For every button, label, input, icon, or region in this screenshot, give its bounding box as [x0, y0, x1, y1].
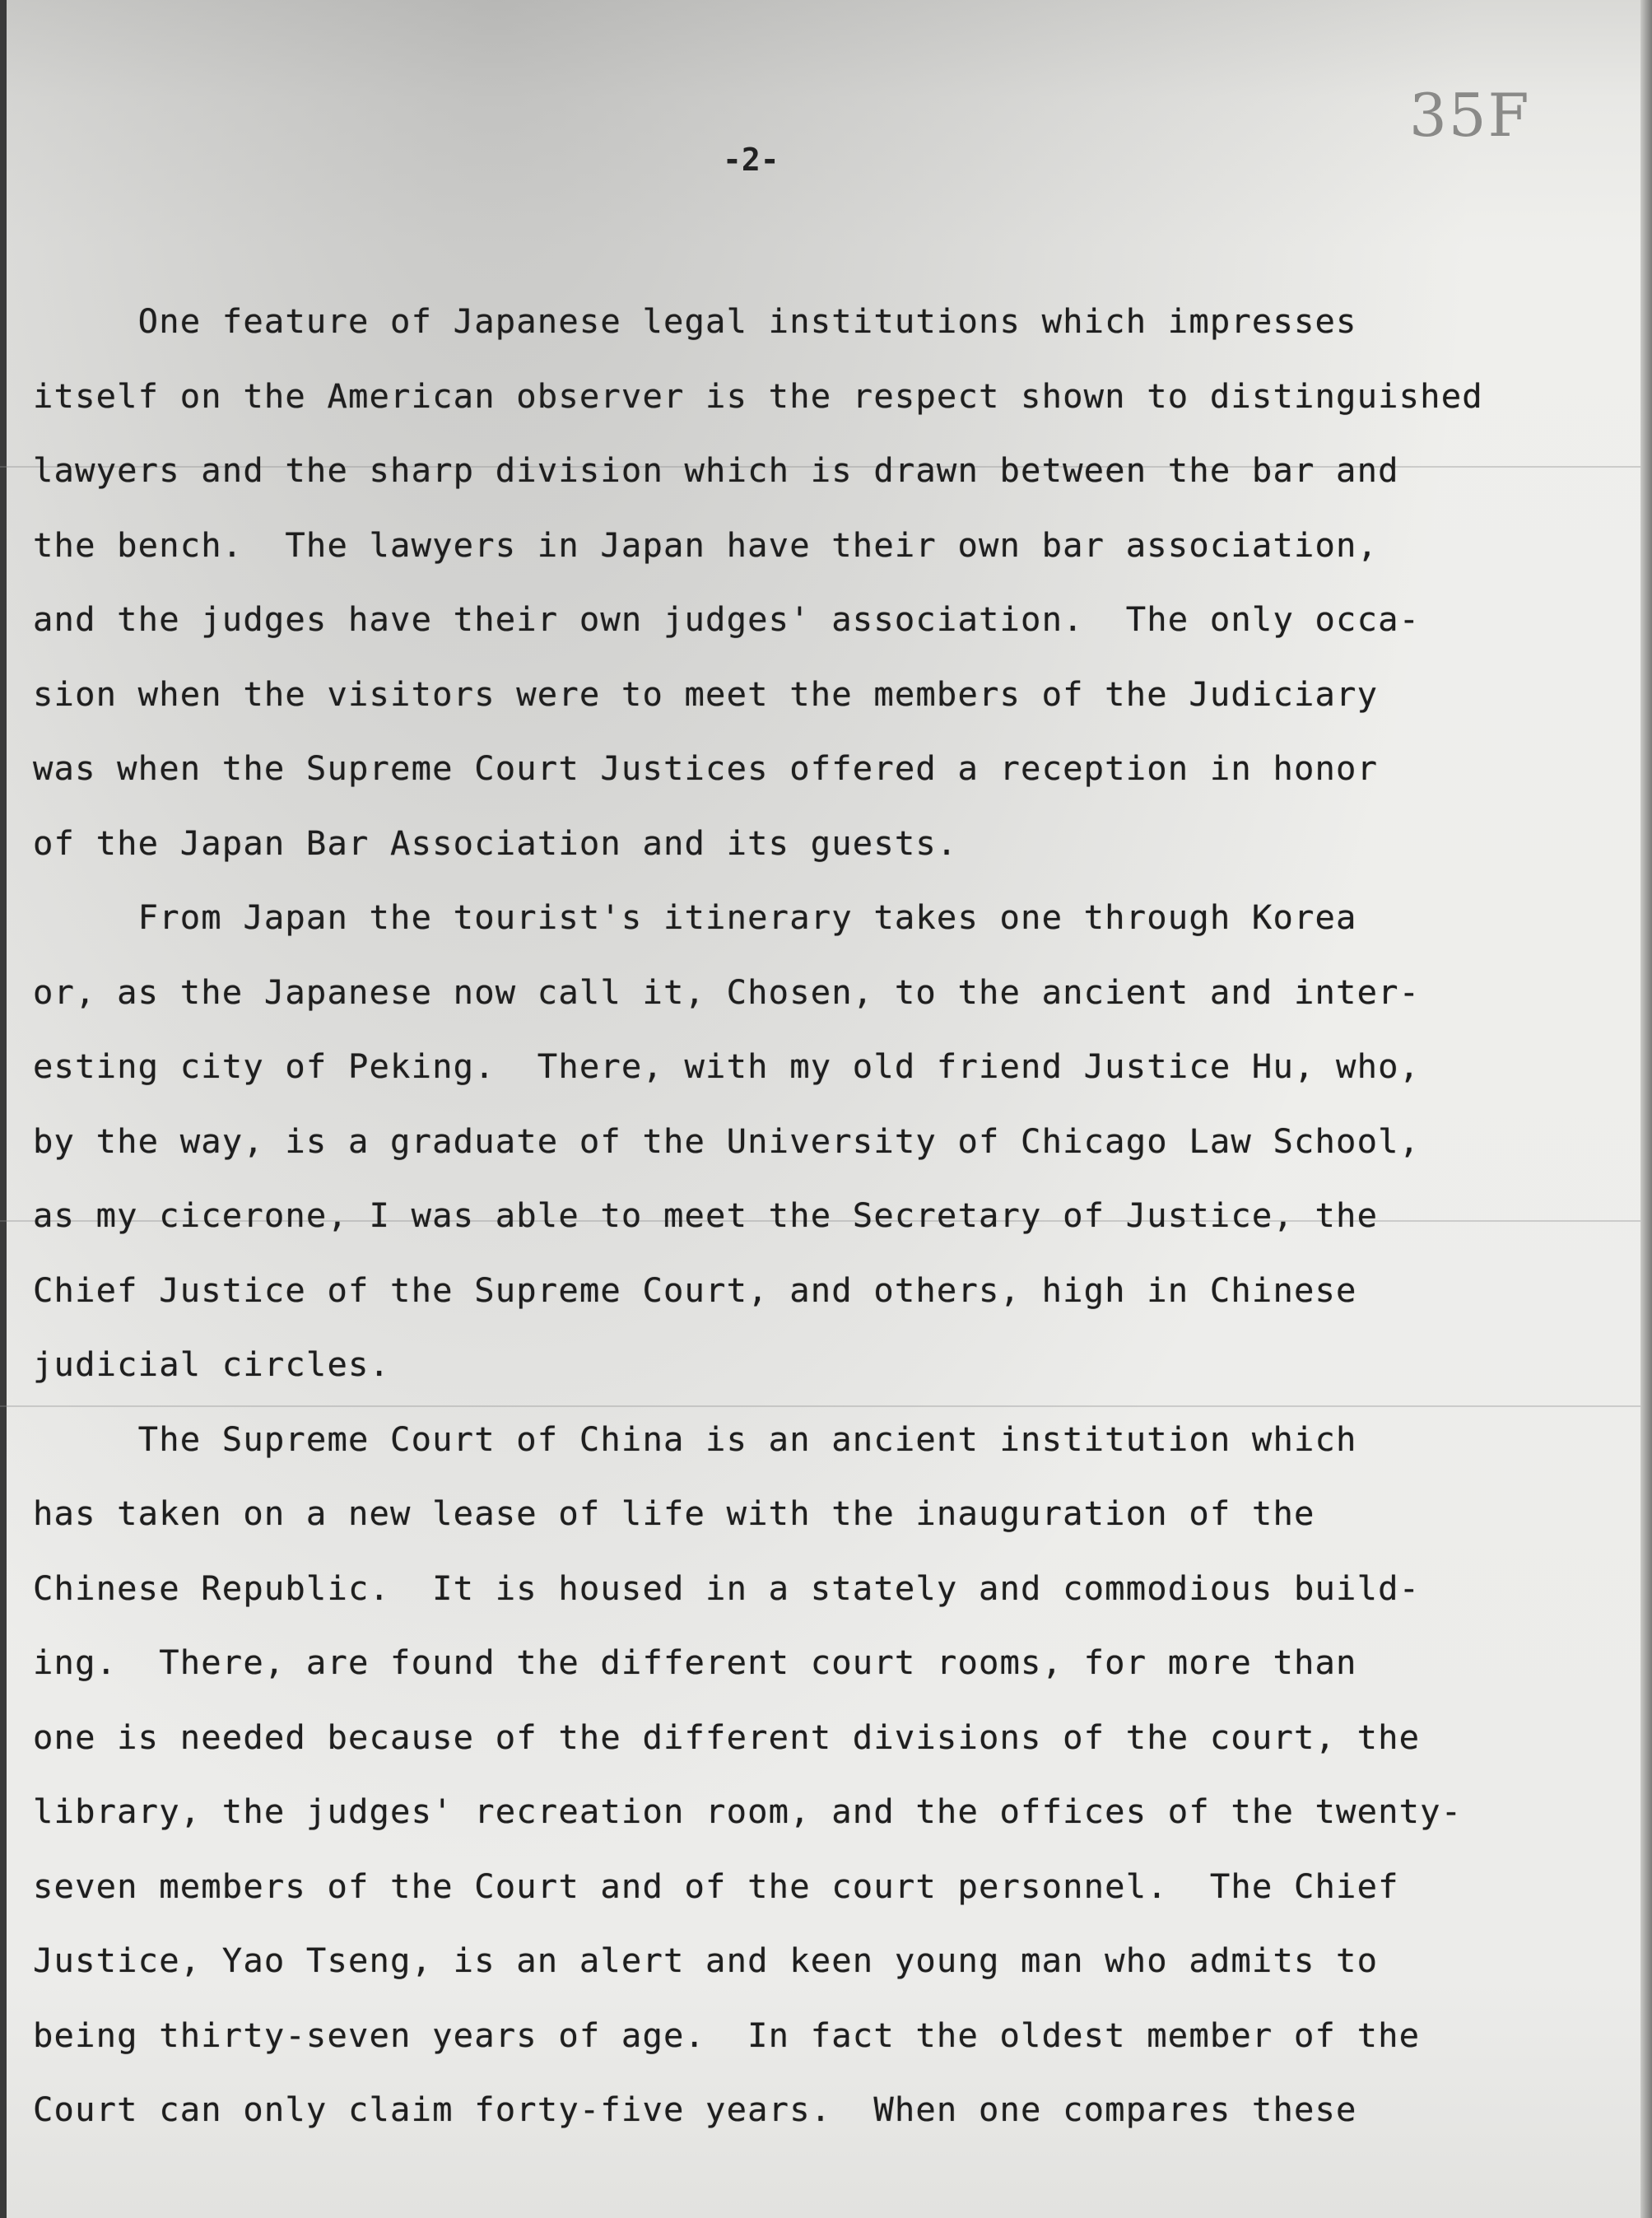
text-line: The Supreme Court of China is an ancient institution which	[33, 1419, 1357, 1459]
text-line: One feature of Japanese legal institutions which impresses	[33, 301, 1357, 341]
text-line: the bench. The lawyers in Japan have their own bar association,	[33, 524, 1379, 565]
text-line: Justice, Yao Tseng, is an alert and keen young man who admits to	[33, 1941, 1379, 1980]
text-line: ing. There, are found the different court rooms, for more than	[33, 1643, 1357, 1682]
text-line: being thirty-seven years of age. In fact the oldest member of the	[33, 2015, 1421, 2055]
text-line: lawyers and the sharp division which is drawn between the bar and	[33, 450, 1399, 490]
text-line: library, the judges' recreation room, and the offices of the twenty-	[33, 1792, 1463, 1831]
text-line: one is needed because of the different divisions of the court, the	[33, 1717, 1421, 1757]
text-line: Court can only claim forty-five years. When one compares these	[33, 2090, 1357, 2129]
text-line: judicial circles.	[33, 1344, 391, 1384]
archive-stamp: 35F	[1409, 81, 1531, 150]
text-line: esting city of Peking. There, with my old friend Justice Hu, who,	[33, 1046, 1421, 1086]
text-line: Chinese Republic. It is housed in a stately and commodious build-	[33, 1568, 1421, 1608]
text-line: itself on the American observer is the respect shown to distinguished	[33, 375, 1483, 416]
text-line: sion when the visitors were to meet the members of the Judiciary	[33, 673, 1379, 714]
text-line: or, as the Japanese now call it, Chosen, to the ancient and inter-	[33, 972, 1421, 1012]
text-line: of the Japan Bar Association and its guests.	[33, 822, 958, 863]
page-number: -2-	[723, 142, 779, 178]
text-line: From Japan the tourist's itinerary takes one through Korea	[33, 897, 1357, 937]
text-line: as my cicerone, I was able to meet the Secretary of Justice, the	[33, 1195, 1379, 1235]
text-line: seven members of the Court and of the court personnel. The Chief	[33, 1866, 1399, 1906]
text-line: has taken on a new lease of life with the inauguration of the	[33, 1493, 1315, 1533]
text-line: and the judges have their own judges' association. The only occa-	[33, 599, 1421, 639]
text-line: by the way, is a graduate of the University of Chicago Law School,	[33, 1121, 1421, 1161]
text-line: was when the Supreme Court Justices offered a reception in honor	[33, 748, 1379, 788]
typed-body-text	[33, 284, 1638, 2147]
text-line: Chief Justice of the Supreme Court, and others, high in Chinese	[33, 1270, 1357, 1310]
